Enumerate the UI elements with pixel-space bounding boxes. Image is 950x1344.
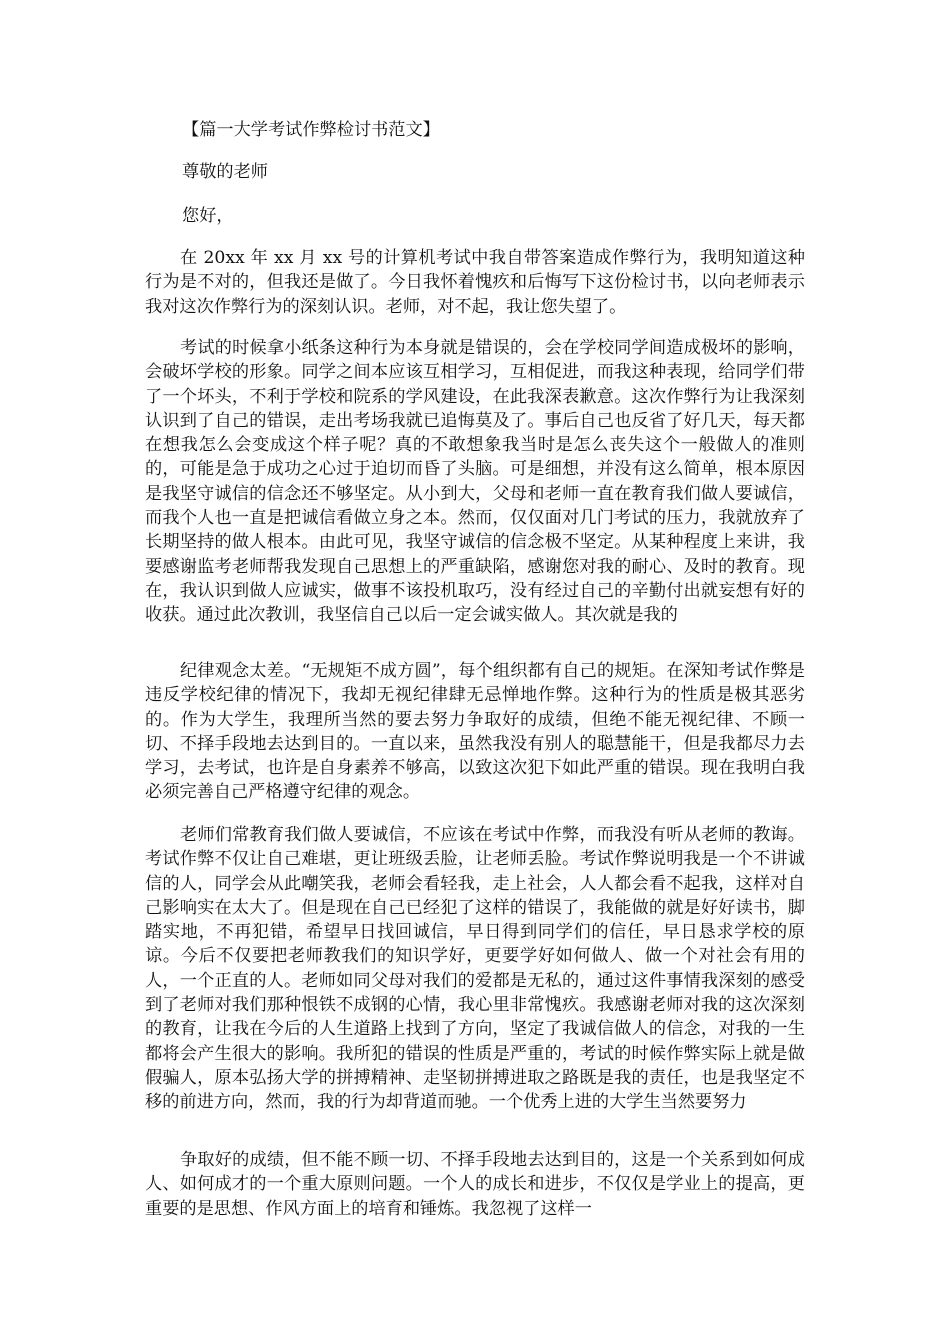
paragraph-2: 考试的时候拿小纸条这种行为本身就是错误的，会在学校同学间造成极坏的影响，会破坏学校的形象。同学之间本应该互相学习，互相促进，而我这种表现，给同学们带了一个坏头，不利于学校和院系的学风建设，在此我深表歉意。这次作弊行为让我深刻认识到了自己的错误，走出考场我就已追悔莫及了。事后自己也反省了好几天，每天都在想我怎么会变成这个样子呢？真的不敢想象我当时是怎么丧失这个一般做人的准则的，可能是急于成功之心过于迫切而昏了头脑。可是细想，并没有这么简单，根本原因是我坚守诚信的信念还不够坚定。从小到大，父母和老师一直在教育我们做人要诚信，而我个人也一直是把诚信看做立身之本。然而，仅仅面对几门考试的压力，我就放弃了长期坚持的做人根本。由此可见，我坚守诚信的信念极不坚定。从某种程度上来讲，我要感谢监考老师帮我发现自己思想上的严重缺陷，感谢您对我的耐心、及时的教育。现在，我认识到做人应诚实，做事不该投机取巧，没有经过自己的辛勤付出就妄想有好的收获。通过此次教训，我坚信自己以后一定会诚实做人。其次就是我的 [145,338,805,626]
document-title: 【篇一大学考试作弊检讨书范文】 [182,120,440,140]
salutation: 尊敬的老师 [182,162,268,182]
greeting: 您好， [182,206,234,226]
paragraph-1: 在 20xx 年 xx 月 xx 号的计算机考试中我自带答案造成作弊行为，我明知道这种行为是不对的，但我还是做了。今日我怀着愧疚和后悔写下这份检讨书，以向老师表示我对这次作弊行为的深刻认识。老师，对不起，我让您失望了。 [145,248,805,317]
paragraph-4: 老师们常教育我们做人要诚信，不应该在考试中作弊，而我没有听从老师的教诲。考试作弊不仅让自己难堪，更让班级丢脸，让老师丢脸。考试作弊说明我是一个不讲诚信的人，同学会从此嘲笑我，老师会看轻我，走上社会，人人都会看不起我，这样对自己影响实在太大了。但是现在自己已经犯了这样的错误了，我能做的就是好好读书，脚踏实地，不再犯错，希望早日找回诚信，早日得到同学们的信任，早日恳求学校的原谅。今后不仅要把老师教我们的知识学好，更要学好如何做人、做一个对社会有用的人，一个正直的人。老师如同父母对我们的爱都是无私的，通过这件事情我深刻的感受到了老师对我们那种恨铁不成钢的心情，我心里非常愧疚。我感谢老师对我的这次深刻的教育，让我在今后的人生道路上找到了方向，坚定了我诚信做人的信念，对我的一生都将会产生很大的影响。我所犯的错误的性质是严重的，考试的时候作弊实际上就是做假骗人，原本弘扬大学的拼搏精神、走坚韧拼搏进取之路既是我的责任，也是我坚定不移的前进方向，然而，我的行为却背道而驰。一个优秀上进的大学生当然要努力 [145,825,805,1113]
paragraph-5: 争取好的成绩，但不能不顾一切、不择手段地去达到目的，这是一个关系到如何成人、如何成才的一个重大原则问题。一个人的成长和进步，不仅仅是学业上的提高，更重要的是思想、作风方面上的培育和锤炼。我忽视了这样一 [145,1150,805,1219]
paragraph-3: 纪律观念太差。“无规矩不成方圆”，每个组织都有自己的规矩。在深知考试作弊是违反学校纪律的情况下，我却无视纪律肆无忌惮地作弊。这种行为的性质是极其恶劣的。作为大学生，我理所当然的要去努力争取好的成绩，但绝不能无视纪律、不顾一切、不择手段地去达到目的。一直以来，虽然我没有别人的聪慧能干，但是我都尽力去学习，去考试，也许是自身素养不够高，以致这次犯下如此严重的错误。现在我明白我必须完善自己严格遵守纪律的观念。 [145,661,805,803]
